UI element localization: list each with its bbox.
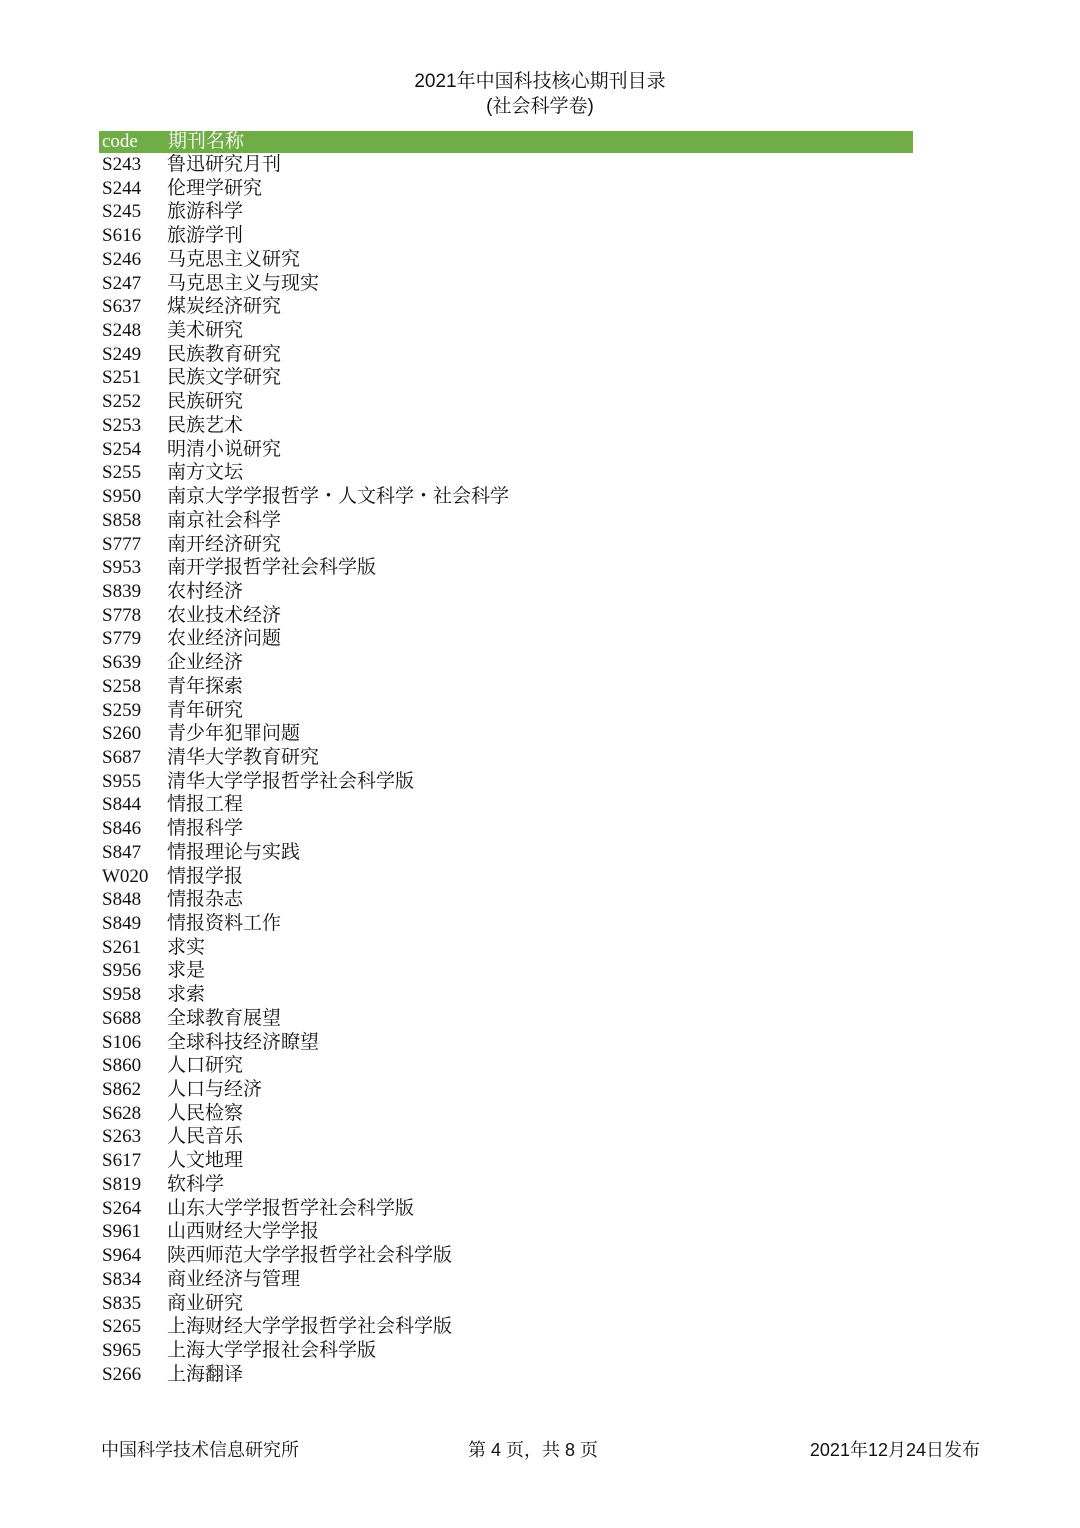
journal-name: 求是 [167, 960, 206, 982]
journal-code: S958 [102, 984, 142, 1006]
journal-code: S254 [102, 438, 142, 460]
journal-name: 民族文学研究 [167, 367, 282, 389]
table-row [99, 461, 913, 485]
journal-code: S846 [102, 818, 142, 840]
table-row [99, 1054, 913, 1078]
table-row [99, 604, 913, 628]
journal-code: S248 [102, 320, 142, 342]
journal-code: S259 [102, 699, 142, 721]
journal-name: 山东大学学报哲学社会科学版 [167, 1197, 415, 1219]
journal-name: 人民检察 [167, 1102, 244, 1124]
journal-code: S249 [102, 343, 142, 365]
table-row [99, 485, 913, 509]
table-row [99, 699, 913, 723]
journal-name: 农业经济问题 [167, 628, 282, 650]
footer-publisher: 中国科学技术信息研究所 [101, 1440, 299, 1460]
journal-code: S844 [102, 794, 142, 816]
table-row [99, 817, 913, 841]
table-row [99, 746, 913, 770]
journal-name: 马克思主义与现实 [167, 272, 320, 294]
journal-code: S819 [102, 1173, 142, 1195]
journal-name: 商业经济与管理 [167, 1268, 301, 1290]
journal-code: S860 [102, 1055, 142, 1077]
footer-page-info: 第 4 页，共 8 页 [468, 1440, 599, 1460]
table-row [99, 1339, 913, 1363]
table-row [99, 1268, 913, 1292]
table-row [99, 651, 913, 675]
journal-code: S961 [102, 1221, 142, 1243]
journal-code: S263 [102, 1126, 142, 1148]
table-row [99, 983, 913, 1007]
journal-code: S628 [102, 1102, 142, 1124]
journal-name: 情报资料工作 [167, 913, 282, 934]
journal-code: S849 [102, 913, 142, 934]
journal-name: 旅游科学 [167, 201, 244, 223]
journal-code: S251 [102, 367, 142, 389]
journal-name: 人文地理 [167, 1150, 244, 1172]
journal-name: 南京大学学报哲学・人文科学・社会科学 [167, 486, 510, 508]
table-row [99, 1078, 913, 1102]
journal-code: S834 [102, 1268, 142, 1290]
document-subtitle: (社会科学卷) [486, 96, 594, 117]
table-row [99, 366, 913, 390]
table-row [99, 248, 913, 272]
table-row [99, 414, 913, 438]
table-row [99, 627, 913, 651]
journal-code: W020 [102, 865, 149, 887]
journal-code: S688 [102, 1007, 142, 1029]
journal-name: 山西财经大学学报 [167, 1221, 320, 1243]
journal-code: S106 [102, 1031, 142, 1053]
table-row [99, 509, 913, 533]
journal-code: S617 [102, 1150, 142, 1172]
table-header-row [99, 131, 913, 153]
table-row [99, 1244, 913, 1268]
journal-code: S950 [102, 486, 142, 508]
journal-name: 求索 [167, 984, 206, 1006]
journal-code: S964 [102, 1245, 142, 1267]
journal-name: 人民音乐 [167, 1126, 244, 1148]
table-row [99, 1125, 913, 1149]
journal-code: S779 [102, 628, 142, 650]
table-row [99, 1173, 913, 1197]
journal-name: 上海财经大学学报哲学社会科学版 [167, 1316, 453, 1338]
table-row [99, 1220, 913, 1244]
journal-name: 煤炭经济研究 [167, 296, 282, 318]
journal-code: S255 [102, 462, 142, 484]
table-row [99, 1197, 913, 1221]
table-row [99, 793, 913, 817]
journal-name: 全球教育展望 [167, 1007, 282, 1029]
journal-name: 农业技术经济 [167, 604, 282, 626]
table-row [99, 438, 913, 462]
journal-code: S835 [102, 1292, 142, 1314]
table-row [99, 675, 913, 699]
journal-name: 伦理学研究 [167, 177, 263, 199]
table-row [99, 295, 913, 319]
journal-code: S862 [102, 1079, 142, 1101]
journal-name: 南方文坛 [167, 462, 244, 484]
table-body [99, 153, 913, 1386]
journal-name: 求实 [167, 936, 206, 958]
journal-code: S246 [102, 248, 142, 270]
journal-code: S261 [102, 936, 142, 958]
table-row [99, 936, 913, 960]
journal-code: S858 [102, 509, 142, 531]
table-row [99, 1102, 913, 1126]
header-code: code [102, 131, 138, 152]
table-row [99, 272, 913, 296]
table-row [99, 959, 913, 983]
journal-name: 民族教育研究 [167, 343, 282, 365]
journal-code: S265 [102, 1316, 142, 1338]
journal-code: S777 [102, 533, 142, 555]
journal-code: S244 [102, 177, 142, 199]
journal-code: S258 [102, 675, 142, 697]
journal-code: S245 [102, 201, 142, 223]
journal-name: 南开学报哲学社会科学版 [167, 557, 377, 579]
table-row [99, 556, 913, 580]
journal-name: 情报杂志 [167, 889, 244, 911]
journal-name: 清华大学教育研究 [167, 746, 320, 768]
table-row [99, 319, 913, 343]
journal-name: 民族艺术 [167, 414, 244, 436]
journal-name: 企业经济 [167, 652, 244, 674]
journal-code: S847 [102, 841, 142, 863]
journal-name: 青年研究 [167, 699, 244, 721]
journal-code: S266 [102, 1363, 142, 1385]
journal-code: S616 [102, 225, 142, 247]
journal-name: 商业研究 [167, 1292, 244, 1314]
journal-name: 陕西师范大学学报哲学社会科学版 [167, 1245, 453, 1267]
journal-name: 上海大学学报社会科学版 [167, 1339, 377, 1361]
journal-code: S955 [102, 770, 142, 792]
table-row [99, 1149, 913, 1173]
journal-name: 南开经济研究 [167, 533, 282, 555]
journal-code: S848 [102, 889, 142, 911]
journal-code: S956 [102, 960, 142, 982]
journal-name: 情报工程 [167, 794, 244, 816]
journal-code: S953 [102, 557, 142, 579]
journal-name: 情报学报 [167, 865, 244, 887]
journal-name: 情报科学 [167, 818, 244, 840]
journal-code: S965 [102, 1339, 142, 1361]
journal-name: 软科学 [167, 1173, 225, 1195]
journal-code: S639 [102, 652, 142, 674]
journal-name: 民族研究 [167, 391, 244, 413]
journal-code: S637 [102, 296, 142, 318]
table-row [99, 1031, 913, 1055]
table-row [99, 177, 913, 201]
journal-code: S247 [102, 272, 142, 294]
table-row [99, 200, 913, 224]
table-row [99, 533, 913, 557]
header-name: 期刊名称 [168, 131, 245, 152]
table-row [99, 722, 913, 746]
journal-name: 鲁迅研究月刊 [167, 154, 282, 175]
table-row [99, 841, 913, 865]
journal-code: S778 [102, 604, 142, 626]
journal-code: S260 [102, 723, 142, 745]
table-row [99, 1007, 913, 1031]
table-row [99, 153, 913, 177]
journal-name: 马克思主义研究 [167, 248, 301, 270]
table-row [99, 1315, 913, 1339]
journal-name: 美术研究 [167, 320, 244, 342]
journal-code: S264 [102, 1197, 142, 1219]
table-row [99, 390, 913, 414]
journal-name: 农村经济 [167, 580, 244, 602]
journal-name: 旅游学刊 [167, 225, 244, 247]
journal-table [99, 131, 913, 1386]
journal-name: 上海翻译 [167, 1363, 244, 1385]
table-row [99, 770, 913, 794]
journal-code: S253 [102, 414, 142, 436]
journal-name: 南京社会科学 [167, 509, 282, 531]
table-row [99, 580, 913, 604]
table-row [99, 912, 913, 936]
journal-code: S687 [102, 746, 142, 768]
journal-name: 全球科技经济瞭望 [167, 1031, 320, 1053]
journal-code: S839 [102, 580, 142, 602]
table-row [99, 343, 913, 367]
journal-name: 情报理论与实践 [167, 841, 301, 863]
journal-name: 明清小说研究 [167, 438, 282, 460]
table-row [99, 1363, 913, 1387]
journal-name: 清华大学学报哲学社会科学版 [167, 770, 415, 792]
journal-code: S252 [102, 391, 142, 413]
table-row [99, 888, 913, 912]
journal-name: 青少年犯罪问题 [167, 723, 301, 745]
footer-date: 2021年12月24日发布 [809, 1440, 980, 1460]
journal-name: 人口研究 [167, 1055, 244, 1077]
table-row [99, 224, 913, 248]
journal-name: 人口与经济 [167, 1079, 263, 1101]
journal-name: 青年探索 [167, 675, 244, 697]
document-title: 2021年中国科技核心期刊目录 [414, 71, 666, 92]
journal-code: S243 [102, 154, 142, 175]
table-row [99, 865, 913, 889]
table-row [99, 1292, 913, 1316]
